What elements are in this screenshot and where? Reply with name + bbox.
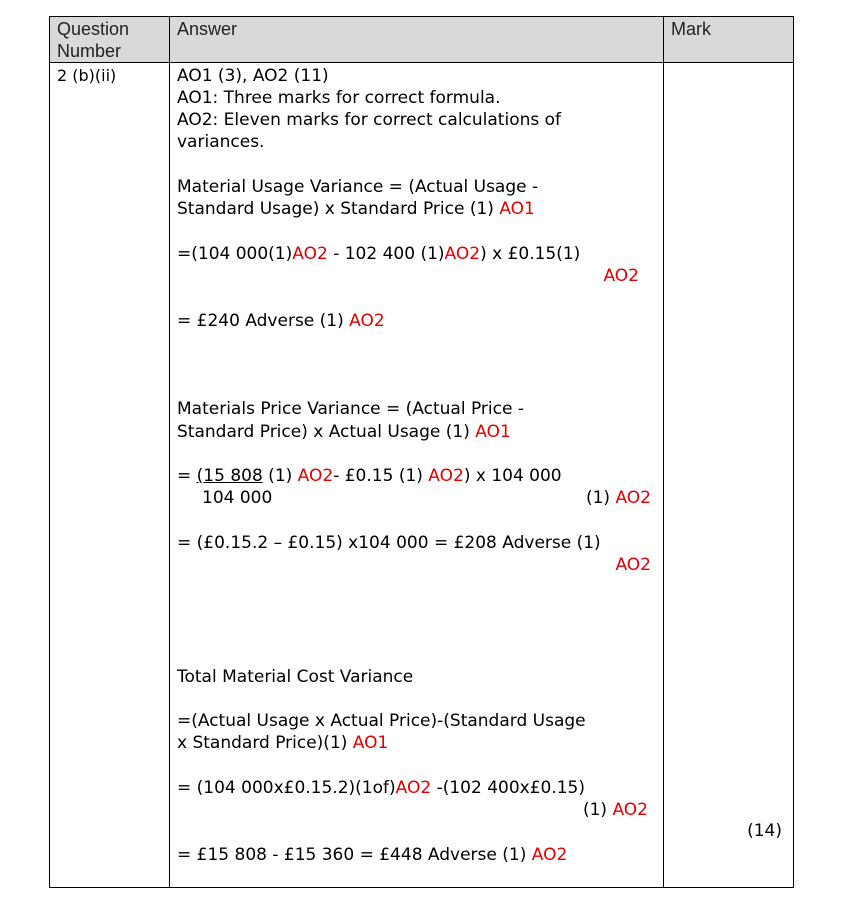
answer-text: = (104 000x£0.15.2)(1of) [177,778,396,798]
header-answer: Answer [177,19,238,39]
answer-text: = (£0.15.2 – £0.15) x104 000 = £208 Adverse (1) [177,533,601,553]
answer-line [177,198,535,220]
ao-marker: AO2 [603,266,639,286]
question-number-cell: 2 (b)(ii) [57,66,117,85]
header-question-number-line2: Number [57,41,122,61]
answer-line [177,398,524,420]
answer-line [177,777,585,799]
ao-marker: AO2 [428,466,464,486]
answer-line [177,532,601,554]
answer-text: AO1: Three marks for correct formula. [177,88,501,108]
answer-text: =(Actual Usage x Actual Price)-(Standard Usage [177,711,586,731]
answer-line [586,487,651,509]
answer-text: variances. [177,132,265,152]
ao-marker: AO2 [615,555,651,575]
answer-line [177,732,388,754]
answer-text: Material Usage Variance = (Actual Usage - [177,177,539,197]
answer-line [202,487,272,509]
column-divider-answer [663,16,664,888]
table-bottom-border [49,887,794,888]
answer-line [177,710,586,732]
answer-line [177,310,385,332]
answer-text: (1) [582,800,613,820]
table-top-border [49,16,794,17]
ao-marker: AO2 [615,488,651,508]
column-divider-question [169,16,170,888]
header-question-number-line1: Question [57,19,130,39]
answer-line [583,799,648,821]
header-mark: Mark [671,19,711,39]
answer-text: Total Material Cost Variance [177,667,414,687]
answer-line [177,87,501,109]
answer-text: (1) [585,488,616,508]
answer-text: (15 808 [196,466,263,486]
ao-marker: AO2 [531,845,568,865]
answer-text: -(102 400x£0.15) [431,778,586,798]
ao-marker: AO1 [475,422,511,442]
answer-line [603,265,639,287]
answer-line [177,131,264,153]
ao-marker: AO2 [292,244,328,264]
answer-line [615,554,651,576]
answer-text: Standard Usage) x Standard Price (1) [177,199,500,219]
answer-text: x Standard Price)(1) [177,733,353,753]
table-right-border [793,16,794,888]
answer-text: AO2: Eleven marks for correct calculations of [177,110,562,130]
answer-text: ) x 104 000 [463,466,562,486]
answer-text: = £15 808 - £15 360 = £448 Adverse (1) [177,845,532,865]
table-left-border [49,16,50,888]
header-bottom-border [49,62,794,63]
answer-text: =(104 000(1) [177,244,293,264]
answer-line [177,844,567,866]
answer-line [177,65,329,87]
answer-text: = £240 Adverse (1) [177,311,350,331]
answer-text: = [177,466,197,486]
mark-total: (14) [747,821,782,841]
answer-text: 104 000 [202,488,273,508]
answer-text: AO1 (3), AO2 (11) [177,66,329,86]
answer-text: - £0.15 (1) [333,466,429,486]
answer-line [177,243,580,265]
mark-scheme-table [49,16,794,888]
ao-marker: AO1 [499,199,535,219]
ao-marker: AO2 [297,466,334,486]
answer-text: - 102 400 (1) [327,244,445,264]
answer-text: ) x £0.15(1) [480,244,581,264]
ao-marker: AO1 [352,733,389,753]
answer-text: Materials Price Variance = (Actual Price - [177,399,524,419]
answer-line [177,421,511,443]
ao-marker: AO2 [349,311,385,331]
answer-text: (1) [262,466,298,486]
answer-line [177,465,562,487]
answer-text: Standard Price) x Actual Usage (1) [177,422,476,442]
ao-marker: AO2 [612,800,648,820]
answer-line [177,109,561,131]
ao-marker: AO2 [395,778,432,798]
answer-line [177,666,413,688]
answer-line [177,176,538,198]
ao-marker: AO2 [444,244,481,264]
